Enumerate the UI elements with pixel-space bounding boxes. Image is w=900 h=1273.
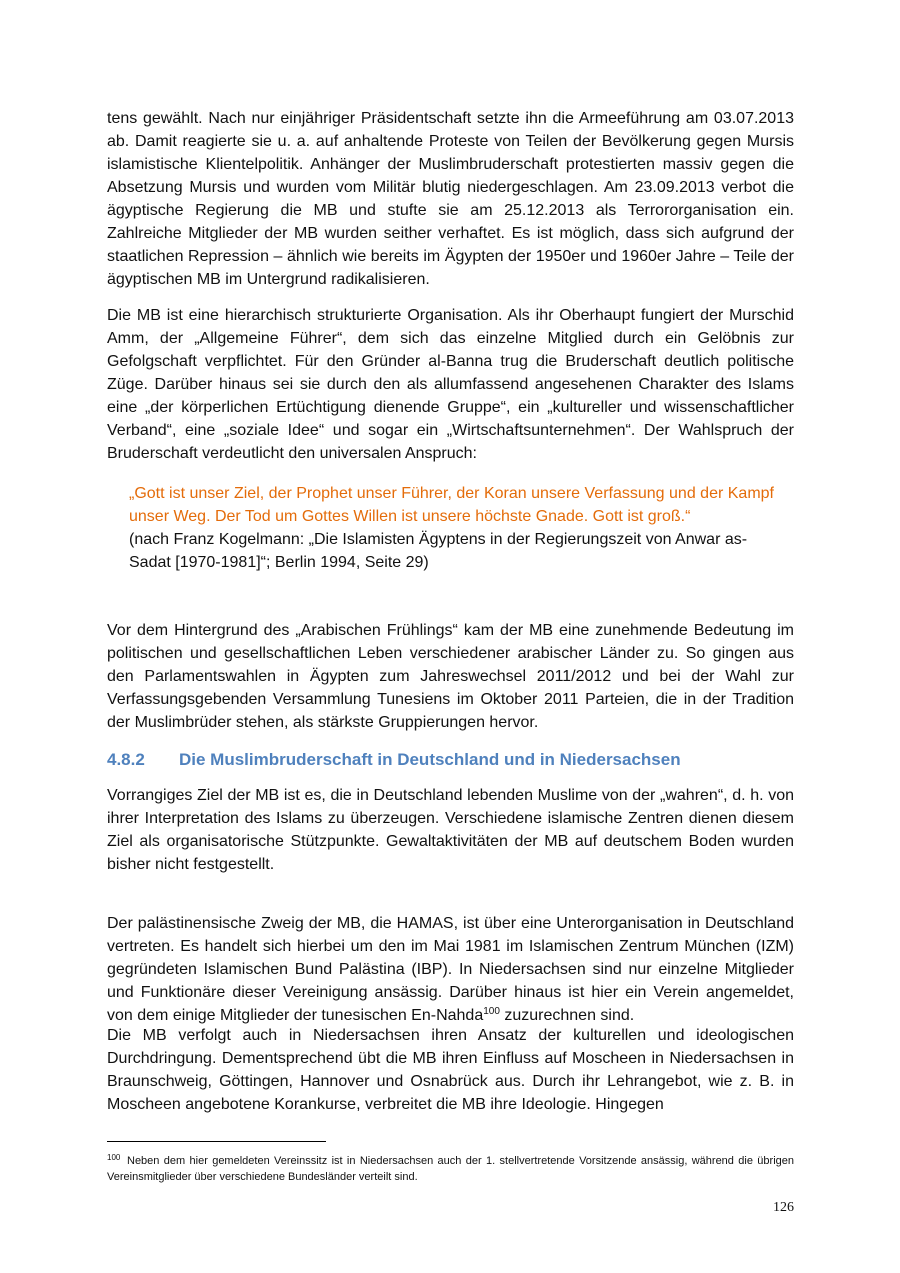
paragraph-arab-spring: Vor dem Hintergrund des „Arabischen Frühlings“ kam der MB eine zunehmende Bedeutung im politischen und gesellschaftlichen Leben verschiedener arabischer Länder zu. So gingen aus den Parlamentswahlen in Ägypten zum Jahreswechsel 2011/2012 und bei der Wahl zur Verfassungsgebenden Versammlung Tunesiens im Oktober 2011 Parteien, die in der Tradition der Muslimbrüder stehen, als stärkste Gruppierungen hervor. (107, 622, 794, 731)
paragraph-goal: Vorrangiges Ziel der MB ist es, die in Deutschland lebenden Muslime von der „wahren“, d. h. von ihrer Interpretation des Islams zu überzeugen. Verschiedene islamische Zentren dienen diesem Ziel als organisatorische Stützpunkte. Gewaltaktivitäten der MB auf deutschem Boden wurden bisher nicht festgestellt. (107, 787, 794, 873)
paragraph-intro: tens gewählt. Nach nur einjähriger Präsidentschaft setzte ihn die Armeeführung am 03.07.2013 ab. Damit reagierte sie u. a. auf anhaltende Proteste von Teilen der Bevölkerung gegen Mursis islamistische Klientelpolitik. Anhänger der Muslimbruderschaft protestierten massiv gegen die Absetzung Mursis und wurden vom Militär blutig niedergeschlagen. Am 23.09.2013 verbot die ägyptische Regierung die MB und stufte sie am 25.12.2013 als Terrororganisation ein. Zahlreiche Mitglieder der MB wurden seither verhaftet. Es ist möglich, dass sich aufgrund der staatlichen Repression – ähnlich wie bereits im Ägypten der 1950er und 1960er Jahre – Teile der ägyptischen MB im Untergrund radikalisieren. (107, 110, 794, 288)
quote-source: (nach Franz Kogelmann: „Die Islamisten Ägyptens in der Regierungszeit von Anwar as-Sadat [1970-1981]“; Berlin 1994, Seite 29) (129, 531, 748, 571)
motto-quote: „Gott ist unser Ziel, der Prophet unser Führer, der Koran unsere Verfassung und der Kampf unser Weg. Der Tod um Gottes Willen ist unsere höchste Gnade. Gott ist groß.“ (129, 485, 774, 525)
paragraph-hamas-tail: zuzurechnen sind. (499, 1007, 635, 1024)
paragraph-hamas-text: Der palästinensische Zweig der MB, die HAMAS, ist über eine Unterorganisation in Deutschland vertreten. Es handelt sich hierbei um den im Mai 1981 im Islamischen Zentrum München (IZM) gegründeten Islamischen Bund Palästina (IBP). In Niedersachsen sind nur einzelne Mitglieder und Funktionäre dieser Vereinigung ansässig. Darüber hinaus ist hier ein Verein angemeldet, von dem einige Mitglieder der tunesischen En-Nahda (107, 915, 794, 1024)
motto-quote-block (129, 482, 774, 574)
paragraph-lower-saxony: Die MB verfolgt auch in Niedersachsen ihren Ansatz der kulturellen und ideologischen Durchdringung. Dementsprechend übt die MB ihren Einfluss auf Moscheen in Niedersachsen in Braunschweig, Göttingen, Hannover und Osnabrück aus. Durch ihr Lehrangebot, wie z. B. in Moscheen angebotene Korankurse, verbreitet die MB ihre Ideologie. Hingegen (107, 1027, 794, 1113)
footnote-reference[interactable]: 100 (483, 1006, 500, 1017)
footnote (107, 1150, 794, 1185)
page-number: 126 (773, 1200, 794, 1215)
paragraph-hamas (107, 912, 794, 1027)
footnote-separator (107, 1141, 326, 1142)
section-number: 4.8.2 (107, 750, 145, 769)
footnote-mark: 100 (107, 1153, 121, 1162)
section-heading (107, 748, 794, 772)
paragraph-hierarchy: Die MB ist eine hierarchisch strukturierte Organisation. Als ihr Oberhaupt fungiert der Murschid Amm, der „Allgemeine Führer“, dem sich das einzelne Mitglied durch ein Gelöbnis zur Gefolgschaft verpflichtet. Für den Gründer al-Banna trug die Bruderschaft deutlich politische Züge. Darüber hinaus sei sie durch den als allumfassend angesehenen Charakter des Islams eine „der körperlichen Ertüchtigung dienende Gruppe“, ein „kultureller und wissenschaftlicher Verband“, eine „soziale Idee“ und sogar ein „Wirtschaftsunternehmen“. Der Wahlspruch der Bruderschaft verdeutlicht den universalen Anspruch: (107, 307, 794, 462)
section-title: Die Muslimbruderschaft in Deutschland und in Niedersachsen (179, 750, 681, 769)
footnote-text: Neben dem hier gemeldeten Vereinssitz ist in Niedersachsen auch der 1. stellvertretende Vorsitzende ansässig, während die übrigen Vereinsmitglieder über verschiedene Bundesländer verteilt sind. (107, 1155, 794, 1183)
